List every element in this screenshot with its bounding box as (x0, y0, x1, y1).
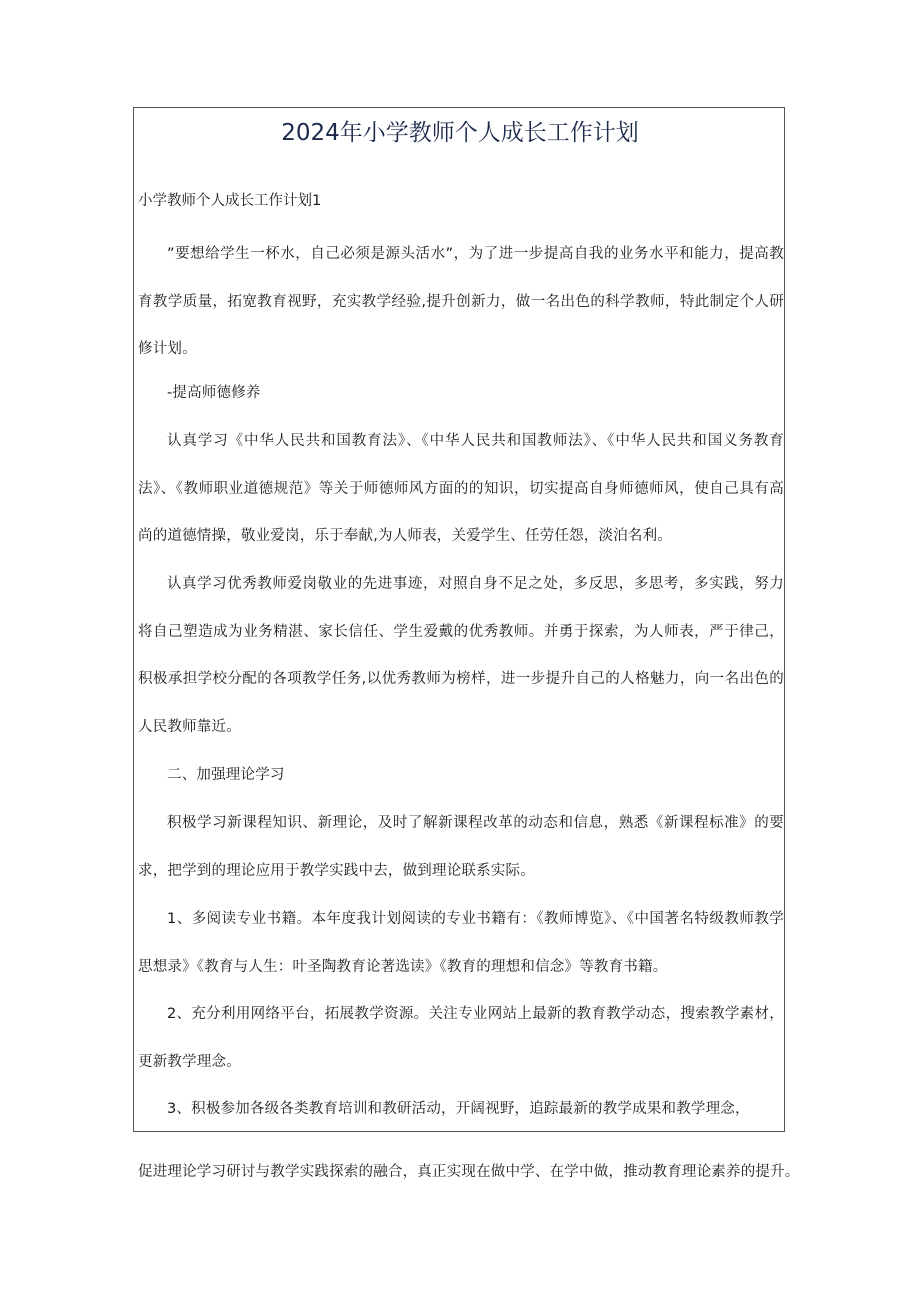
theory-paragraph: 积极学习新课程知识、新理论，及时了解新课程改革的动态和信息，熟悉《新课程标准》的要求，把学到的理论应用于教学实践中去，做到理论联系实际。 (138, 815, 784, 879)
intro-paragraph: ”要想给学生一杯水，自己必须是源头活水”，为了进一步提高自我的业务水平和能力，提高教育教学质量，拓宽教育视野，充实教学经验,提升创新力，做一名出色的科学教师，特此制定个人研修计划。 (138, 246, 784, 358)
training-item: 3、积极参加各级各类教育培训和教研活动，开阔视野，追踪最新的教学成果和教学理念， (167, 1101, 750, 1117)
document-title: 2024年小学教师个人成长工作计划 (281, 120, 639, 146)
continuation-text: 促进理论学习研讨与教学实践探索的融合，真正实现在做中学、在学中做，推动教育理论素养的提升。 (138, 1164, 800, 1180)
network-item: 2、充分利用网络平台，拓展教学资源。关注专业网站上最新的教育教学动态，搜索教学素材，更新教学理念。 (138, 1006, 784, 1070)
ethics-paragraph-1: 认真学习《中华人民共和国教育法》、《中华人民共和国教师法》、《中华人民共和国义务教育法》、《教师职业道德规范》等关于师德师风方面的的知识，切实提高自身师德师风，使自己具有高尚的道德情操，敬业爱岗，乐于奉献,为人师表，关爱学生、任劳任怨，淡泊名利。 (138, 433, 784, 545)
section-subheading: 小学教师个人成长工作计划1 (138, 193, 322, 209)
section-heading-theory: 二、加强理论学习 (167, 767, 285, 783)
reading-item: 1、多阅读专业书籍。本年度我计划阅读的专业书籍有：《教师博览》、《中国著名特级教师教学思想录》《教育与人生：叶圣陶教育论著选读》《教育的理想和信念》等教育书籍。 (138, 911, 784, 975)
ethics-paragraph-2: 认真学习优秀教师爱岗敬业的先进事迹，对照自身不足之处，多反思，多思考，多实践，努力将自己塑造成为业务精湛、家长信任、学生爱戴的优秀教师。并勇于探索，为人师表，严于律己，积极承担学校分配的各项教学任务,以优秀教师为榜样，进一步提升自己的人格魅力，向一名出色的人民教师靠近。 (138, 576, 784, 735)
section-heading-ethics: -提高师德修养 (167, 385, 261, 401)
